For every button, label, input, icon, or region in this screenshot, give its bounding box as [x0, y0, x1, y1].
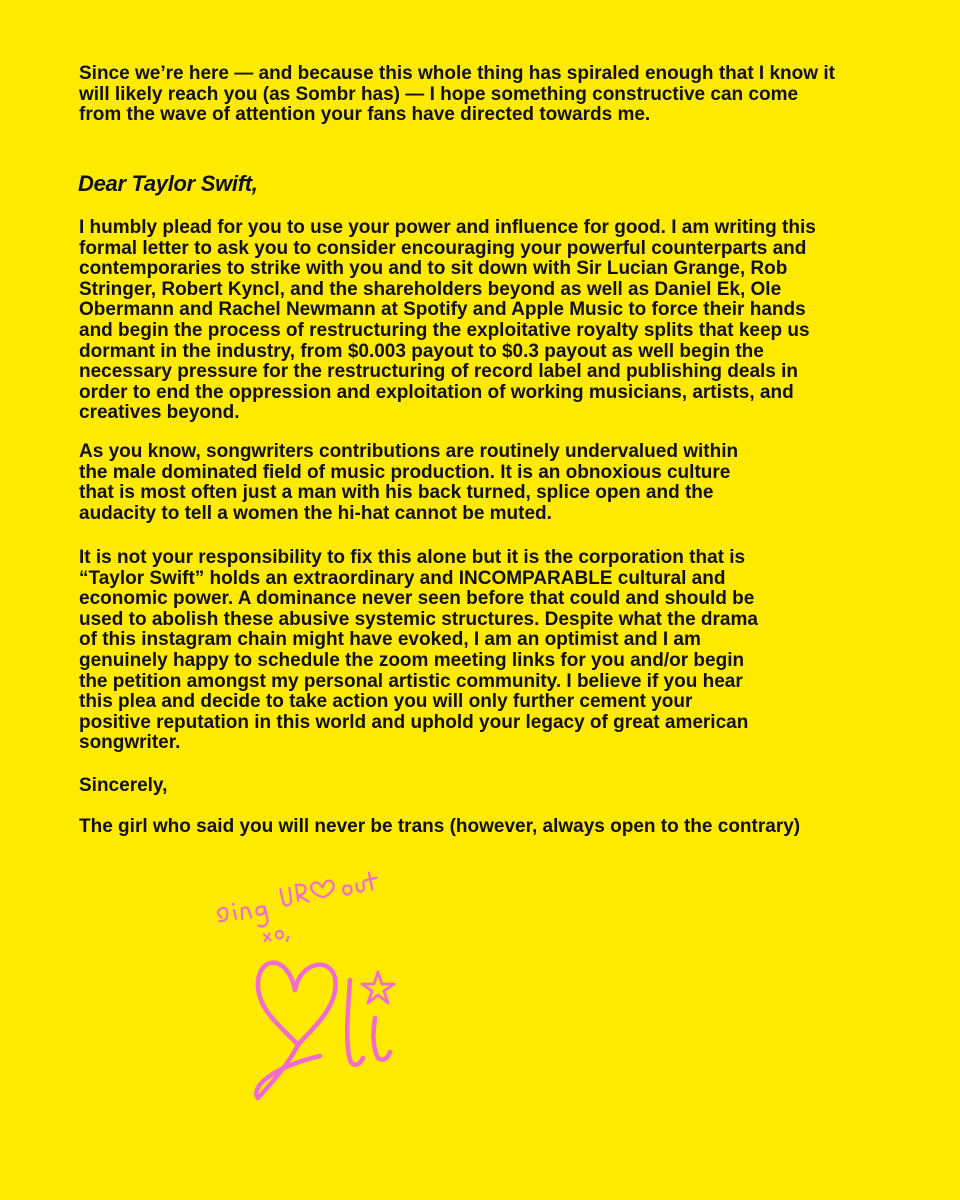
handwritten-xo — [264, 930, 289, 944]
intro-paragraph: Since we’re here — and because this whole thing has spiraled enough that I know it will likely reach you (as Sombr has) — I hope something constructive can come from the wave of attention your fans have directed towards me. — [79, 63, 835, 126]
handwritten-sing-ur-heart-out — [215, 872, 381, 933]
body-paragraph-2: As you know, songwriters contributions are routinely undervalued within the male dominated field of music production. It is an obnoxious culture that is most often just a man with his back turned, splice open and the audacity to tell a women the hi-hat cannot be muted. — [79, 441, 739, 524]
salutation: Dear Taylor Swift, — [78, 171, 258, 196]
closing: Sincerely, — [79, 775, 168, 796]
body-paragraph-1: I humbly plead for you to use your power and influence for good. I am writing this formal letter to ask you to consider encouraging your powerful counterparts and contemporaries to strike with you and to sit down with Sir Lucian Grange, Rob Stringer, Robert Kyncl, and the shareholders beyond as well as Daniel Ek, Ole Obermann and Rachel Newmann at Spotify and Apple Music to force their hands and begin the process of restructuring the exploitative royalty splits that keep us dormant in the industry, from $0.003 payout to $0.3 payout as well begin the necessary pressure for the restructuring of record label and publishing deals in order to end the oppression and exploitation of working musicians, artists, and creatives beyond. — [79, 217, 816, 424]
handwritten-signature — [200, 860, 440, 1110]
body-paragraph-3: It is not your responsibility to fix this alone but it is the corporation that is “Taylor Swift” holds an extraordinary and INCOMPARABLE cultural and economic power. A dominance never seen before that could and should be used to abolish these abusive systemic structures. Despite what the drama of this instagram chain might have evoked, I am an optimist and I am genuinely happy to schedule the zoom meeting links for you and/or begin the petition amongst my personal artistic community. I believe if you hear this plea and decide to take action you will only further cement your positive reputation in this world and uphold your legacy of great american songwriter. — [79, 547, 758, 754]
signoff: The girl who said you will never be trans (however, always open to the contrary) — [79, 816, 801, 837]
signature-eli — [256, 963, 394, 1098]
